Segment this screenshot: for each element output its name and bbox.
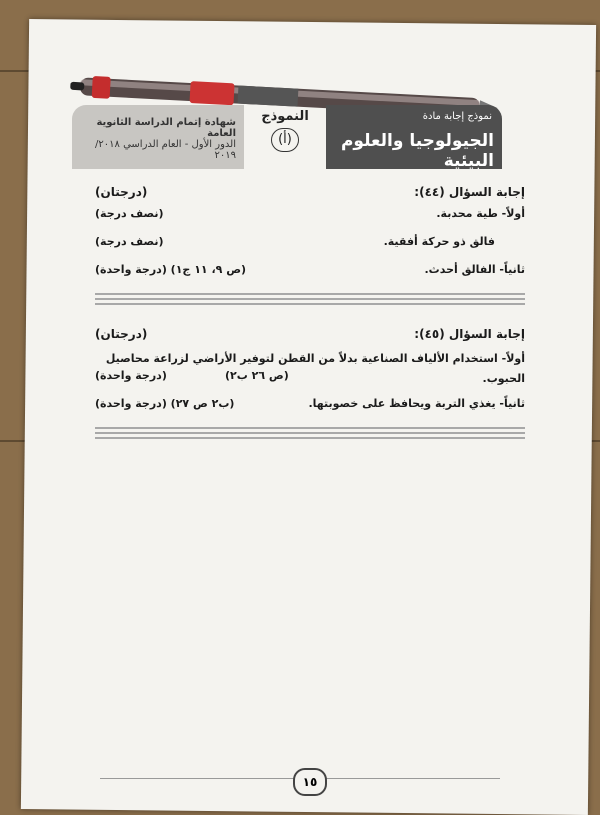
answer-marks: (نصف درجة) xyxy=(95,207,164,220)
model-value: (أ) xyxy=(271,128,299,152)
subject-title: الجيولوجيا والعلوم البيئية xyxy=(340,131,494,171)
question-45-answer-2 xyxy=(95,397,525,419)
model-box xyxy=(250,105,320,169)
section-divider xyxy=(95,293,525,305)
answer-key-header xyxy=(72,105,502,169)
question-45-heading xyxy=(95,327,525,349)
question-44-answer-1 xyxy=(95,207,525,229)
answer-content xyxy=(95,185,525,461)
answer-text: أولاً- طية محدبة. xyxy=(436,207,525,220)
answer-text: ثانياً- الفالق أحدث. xyxy=(424,263,525,276)
answer-marks: (ص ٩، ١١ ج١) (درجة واحدة) xyxy=(95,263,247,276)
question-44-marks: (درجتان) xyxy=(95,185,148,199)
answer-reference: (ص ٢٦ ب٢) xyxy=(225,369,289,382)
subject-box xyxy=(326,105,502,169)
exam-session: الدور الأول - العام الدراسي ٢٠١٨/ ٢٠١٩ xyxy=(95,139,236,161)
certificate-box xyxy=(72,105,244,169)
model-label: النموذج xyxy=(261,109,309,124)
answer-marks: (درجة واحدة) xyxy=(95,369,167,382)
answer-marks: (نصف درجة) xyxy=(95,235,164,248)
question-45-marks: (درجتان) xyxy=(95,327,148,341)
page-number: ١٥ xyxy=(293,768,327,796)
answer-text: ثانياً- يغذي التربة ويحافظ على خصوبتها. xyxy=(308,397,525,410)
question-44-answer-3 xyxy=(95,263,525,285)
question-44-title: إجابة السؤال (٤٤): xyxy=(414,185,525,199)
question-45-answer-1: أولاً- استخدام الألياف الصناعية بدلاً من القطن لتوفير الأراضي لزراعة محاصيل الحبوب. xyxy=(105,352,525,385)
answer-text: فالق ذو حركة أفقية. xyxy=(383,235,495,248)
question-44-answer-2 xyxy=(95,235,525,257)
certificate-title: شهادة إتمام الدراسة الثانوية العامة xyxy=(96,117,236,139)
section-divider xyxy=(95,427,525,439)
subject-caption: نموذج إجابة مادة xyxy=(422,111,492,122)
answer-marks: (ب٢ ص ٢٧) (درجة واحدة) xyxy=(95,397,235,410)
question-45-title: إجابة السؤال (٤٥): xyxy=(414,327,525,341)
question-45-answer-1-meta xyxy=(95,369,525,391)
question-44-heading xyxy=(95,185,525,207)
